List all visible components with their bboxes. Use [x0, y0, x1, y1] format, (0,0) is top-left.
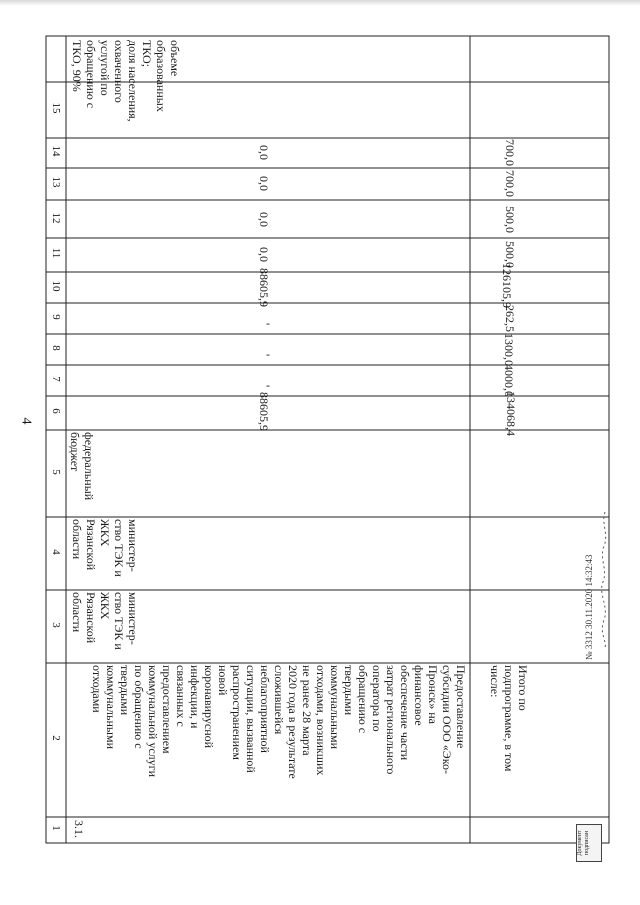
handwritten-signature [598, 510, 612, 650]
funding-source: федеральный бюджет [68, 432, 96, 501]
indicator-text: объеме образованных ТКО; доля населения, охваченного услугой по обращению с ТКО, 90% [70, 40, 182, 122]
totals-2023: 500,0 [503, 206, 517, 233]
row-total: 88605,9 [257, 392, 271, 431]
executor: министер- ство ТЭК и ЖКХ Рязанской области [70, 592, 140, 650]
signature-line: № 3312 30.11.2020 14:32:43 [584, 554, 594, 660]
col-number: 7 [50, 376, 62, 382]
co-executor: министер- ство ТЭК и ЖКХ Рязанской области [70, 519, 140, 577]
value-2020: - [266, 316, 270, 330]
page-number: 4 [18, 417, 34, 425]
totals-2024: 700,0 [503, 170, 517, 197]
value-2024: 0,0 [257, 176, 271, 191]
col-number: 9 [50, 314, 62, 320]
col-number: 12 [50, 212, 62, 224]
col-number: 10 [50, 280, 62, 292]
totals-label: Итого по подпрограмме, в том числе: [488, 665, 530, 772]
value-2023: 0,0 [257, 212, 271, 227]
col-number: 14 [50, 145, 62, 157]
col-number: 13 [50, 176, 62, 188]
totals-2019: 1300,0 [502, 333, 516, 366]
col-number: 3 [50, 622, 62, 628]
col-number: 1 [50, 825, 62, 831]
value-2025: 0,0 [257, 145, 271, 160]
value-2019: - [266, 347, 270, 361]
col-number: 15 [50, 102, 62, 114]
measure-description: Предоставление субсидии ООО «Эко- Пронск» на финансовое обеспечение части затрат регионального оператора по обращению с твердыми коммунальными отходами, возникших не ранее 28 марта 2020 года в результате сложившейся неблагоприятной ситуации, вызванной распространением новой коронавирусной инфекции, и связанных с предоставлением коммунальной услуги по обращению с твердыми коммунальными отходами [90, 665, 468, 779]
totals-2021: 126105,9 [500, 263, 514, 308]
totals-2018: 4000,0 [502, 364, 516, 397]
totals-2025: 700,0 [503, 139, 517, 166]
totals-2022: 500,0 [503, 241, 517, 268]
totals-total: 134068,4 [504, 391, 518, 436]
digital-signature-stamp: Документ подписан [576, 824, 602, 862]
col-number: 6 [50, 408, 62, 414]
value-2022: 0,0 [257, 247, 271, 262]
col-number: 2 [50, 735, 62, 741]
col-number: 5 [50, 469, 62, 475]
col-number: 4 [50, 549, 62, 555]
col-number: 8 [50, 345, 62, 351]
row-index: 3.1. [72, 820, 86, 838]
totals-2020: 262,5 [503, 305, 517, 332]
value-2021: 88605,9 [257, 268, 271, 307]
value-2018: - [266, 378, 270, 392]
col-number: 11 [50, 247, 62, 259]
